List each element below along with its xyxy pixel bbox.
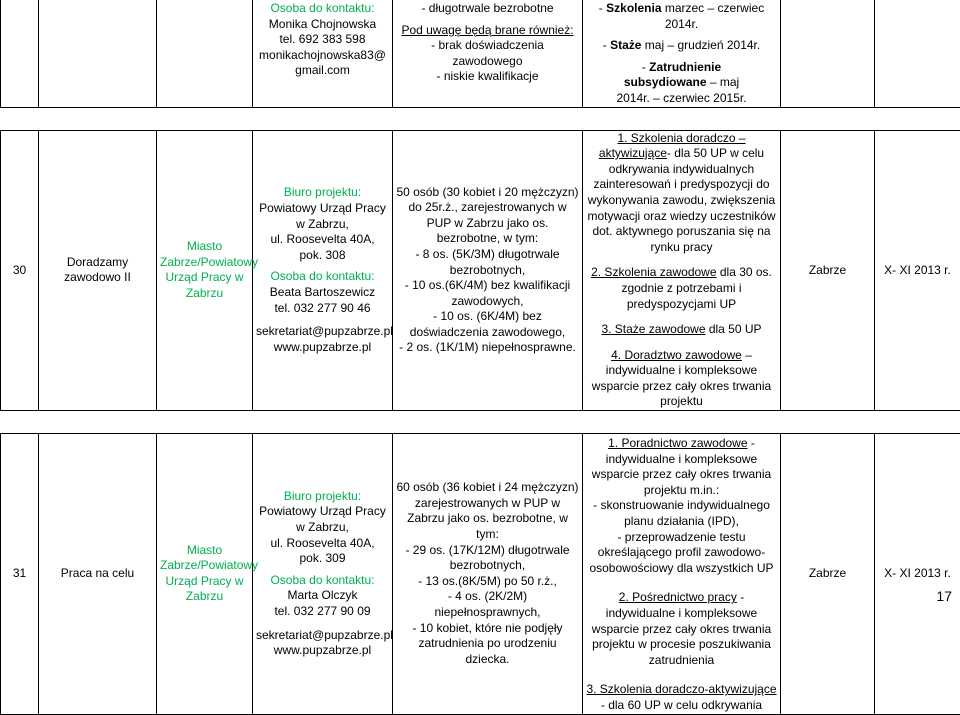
support-item: 3. Szkolenia doradczo-aktywizujące - dla 60 UP w celu odkrywania [586,682,777,713]
contact-line: gmail.com [256,63,389,79]
support-item: - Zatrudnienie subsydiowane – maj 2014r. – czerwiec 2015r. [586,60,777,107]
contact-line: Beata Bartoszewicz [256,285,389,301]
office-label: Biuro projektu: [256,185,389,201]
row-gap [1,411,960,434]
contact-label: Osoba do kontaktu: [256,1,389,17]
office-line: ul. Roosevelta 40A, [256,232,389,248]
target-note: Pod uwagę będą brane również: [396,23,579,39]
office-line: pok. 308 [256,248,389,264]
office-line: Powiatowy Urząd Pracy [256,201,389,217]
cell-name: Doradzamy zawodowo II [39,130,157,411]
cell-support [583,0,781,107]
contact-label: Osoba do kontaktu: [256,269,389,285]
email-link[interactable]: sekretariat@pupzabrze.pl [256,324,389,340]
cell-support [583,130,781,411]
cell-no: 30 [1,130,39,411]
target-line: - długotrwale bezrobotne [396,1,579,17]
cell-target: 60 osób (36 kobiet i 24 mężczyzn) zarejestrowanych w PUP w Zabrzu jako os. bezrobotne, w tym: - 29 os. (17K/12M) długotrwale bezrobotnych, - 13 os.(8K/5M) po 50 r.ż., - 4 os. (2K/2M) niepełnosprawnych, - 10 kobiet, które nie podjęły zatrudnienia po urodzeniu dziecka. [393,434,583,715]
website-link[interactable]: www.pupzabrze.pl [256,643,389,659]
cell-period [875,0,960,107]
target-line: - brak doświadczenia zawodowego [396,38,579,69]
cell-location: Zabrze [781,130,875,411]
cell-contact [253,0,393,107]
cell-location: Zabrze [781,434,875,715]
office-line: pok. 309 [256,551,389,567]
cell-no [1,0,39,107]
support-item: 2. Szkolenia zawodowe dla 30 os. zgodnie z potrzebami i predyspozycjami UP [586,265,777,312]
contact-line: Marta Olczyk [256,588,389,604]
support-item: 1. Poradnictwo zawodowe - indywidualne i kompleksowe wsparcie przez cały okres trwania projektu m.in.: - skonstruowanie indywidualnego planu działania (IPD), - przeprowadzenie testu określającego profil zawodowo-osobowościowy dla wszystkich UP [586,436,777,576]
support-item: 4. Doradztwo zawodowe – indywidualne i kompleksowe wsparcie przez cały okres trwania projektu [586,348,777,410]
contact-label: Osoba do kontaktu: [256,573,389,589]
cell-target [393,0,583,107]
cell-place: Miasto Zabrze/Powiatowy Urząd Pracy w Zabrzu [157,130,253,411]
cell-target: 50 osób (30 kobiet i 20 mężczyzn) do 25r.ż., zarejestrowanych w PUP w Zabrzu jako os. bezrobotne, w tym: - 8 os. (5K/3M) długotrwale bezrobotnych, - 10 os.(6K/4M) bez kwalifikacji zawodowych, - 10 os. (6K/4M) bez doświadczenia zawodowego, - 2 os. (1K/1M) niepełnosprawne. [393,130,583,411]
website-link[interactable]: www.pupzabrze.pl [256,340,389,356]
contact-line: tel. 032 277 90 09 [256,604,389,620]
cell-location [781,0,875,107]
cell-no: 31 [1,434,39,715]
contact-line: tel. 692 383 598 [256,32,389,48]
cell-name [39,0,157,107]
contact-line: tel. 032 277 90 46 [256,301,389,317]
target-line: - niskie kwalifikacje [396,69,579,85]
email-link[interactable]: sekretariat@pupzabrze.pl [256,628,389,644]
office-line: w Zabrzu, [256,520,389,536]
cell-support [583,434,781,715]
office-line: ul. Roosevelta 40A, [256,536,389,552]
row-gap [1,107,960,130]
table-row [1,130,960,411]
page-number: 17 [936,588,952,604]
support-item: - Szkolenia marzec – czerwiec 2014r. [586,1,777,32]
cell-contact [253,434,393,715]
cell-contact [253,130,393,411]
cell-place: Miasto Zabrze/Powiatowy Urząd Pracy w Zabrzu [157,434,253,715]
support-item: 1. Szkolenia doradczo – aktywizujące- dla 50 UP w celu odkrywania indywidualnych zainteresowań i predyspozycji do wykonywania zawodu, zwiększenia motywacji oraz wiedzy uczestników dot. aktywnego poruszania się na rynku pracy [586,131,777,256]
cell-period: X- XI 2013 r. [875,130,960,411]
table-row [1,434,960,715]
cell-name: Praca na celu [39,434,157,715]
table-row [1,0,960,107]
contact-line: Monika Chojnowska [256,17,389,33]
support-item: 3. Staże zawodowe dla 50 UP [586,322,777,338]
support-item: - Staże maj – grudzień 2014r. [586,38,777,54]
office-line: w Zabrzu, [256,217,389,233]
cell-period: X- XI 2013 r. [875,434,960,715]
support-item: 2. Pośrednictwo pracy - indywidualne i kompleksowe wsparcie przez cały okres trwania projektu w procesie poszukiwania zatrudnienia [586,590,777,668]
office-line: Powiatowy Urząd Pracy [256,504,389,520]
cell-place [157,0,253,107]
office-label: Biuro projektu: [256,489,389,505]
contact-line: monikachojnowska83@ [256,48,389,64]
